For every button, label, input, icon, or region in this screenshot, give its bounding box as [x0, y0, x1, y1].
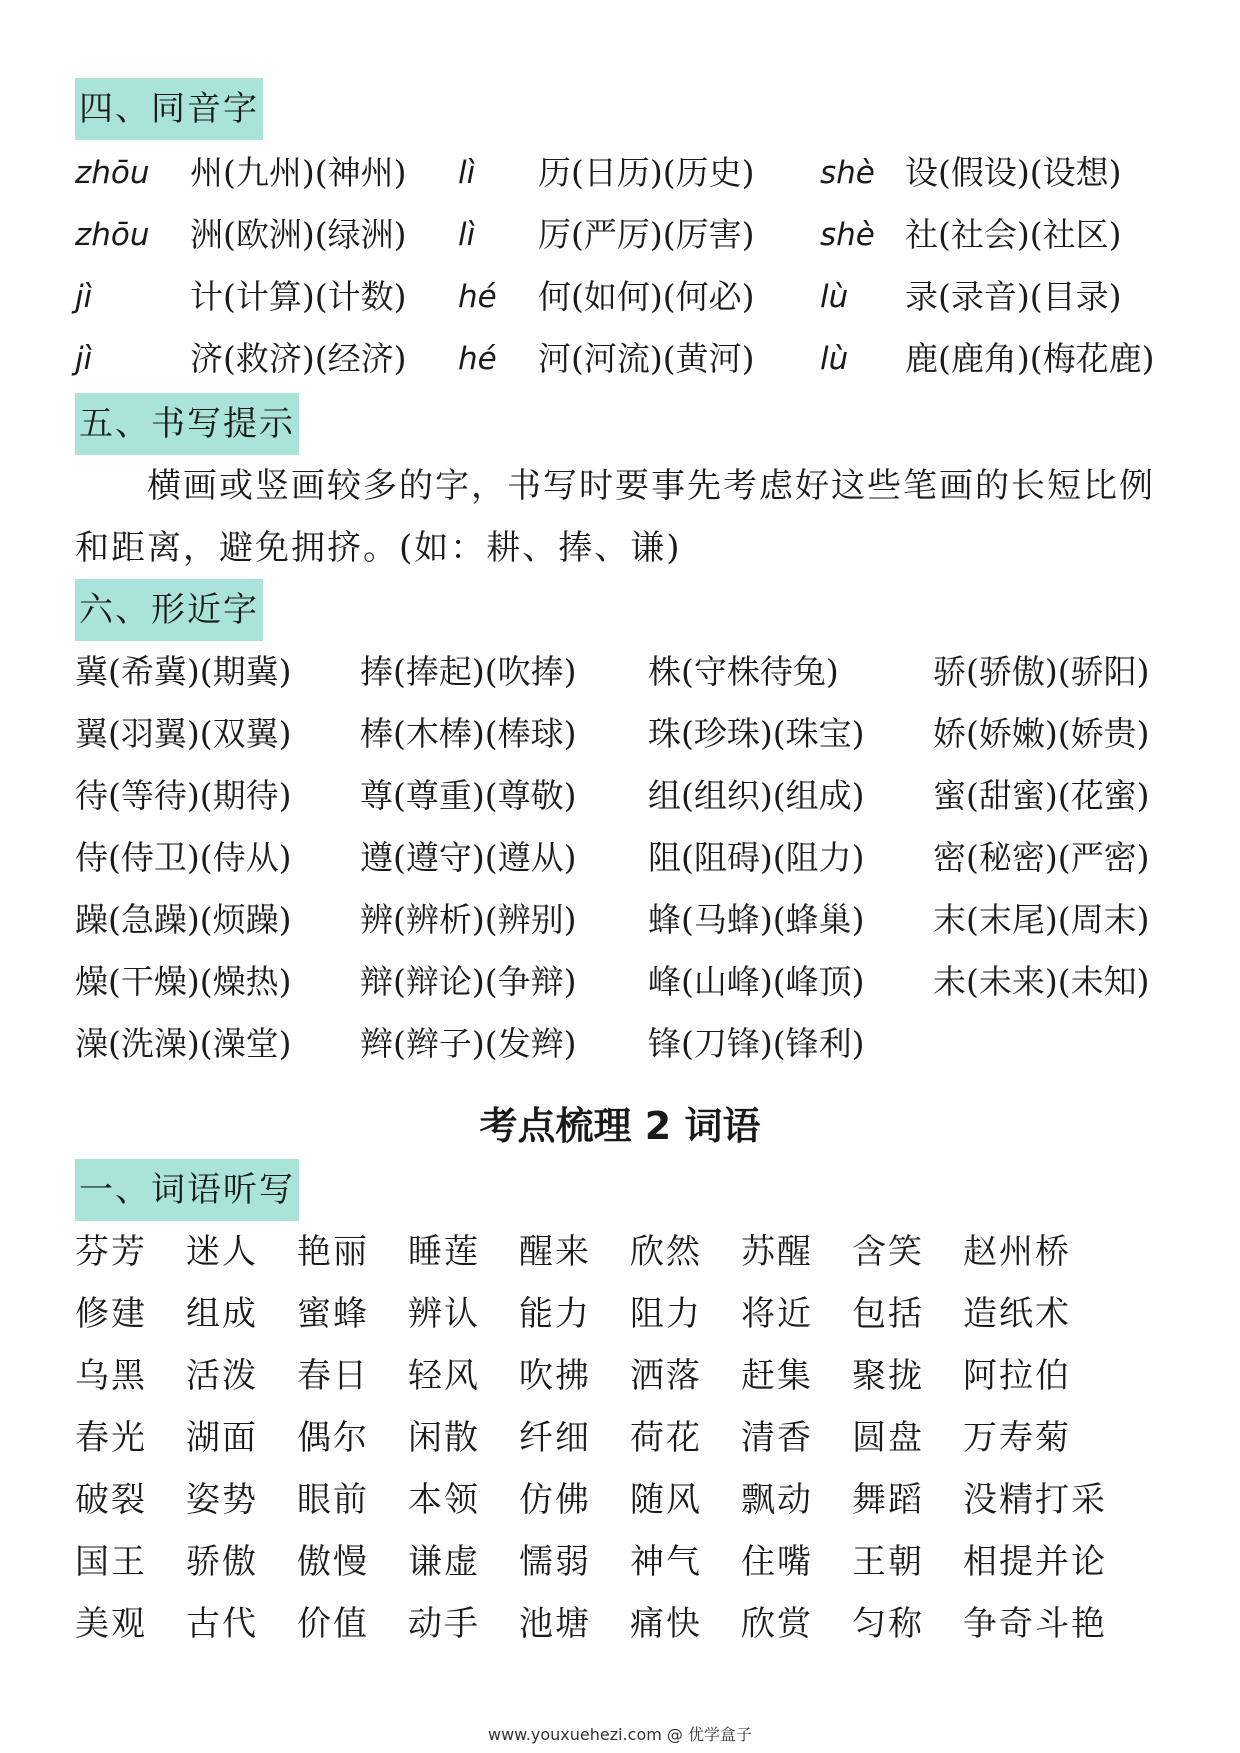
similar-char-group: 蜂(马蜂)(蜂巢): [648, 900, 865, 939]
homophone-word: 何(如何)(何必): [538, 277, 755, 316]
dictation-word: 动手: [408, 1604, 480, 1644]
pinyin: lì: [458, 155, 476, 191]
pinyin: lù: [820, 341, 849, 377]
section-heading-similar-chars: 六、形近字: [75, 579, 263, 641]
homophone-word: 州(九州)(神州): [190, 153, 407, 192]
dictation-word: 古代: [186, 1604, 258, 1644]
dictation-word: 欣赏: [741, 1604, 813, 1644]
similar-chars-row: [0, 827, 1240, 889]
dictation-word: 湖面: [186, 1418, 258, 1458]
dictation-word: 圆盘: [852, 1418, 924, 1458]
similar-char-group: 株(守株待兔): [648, 652, 839, 691]
dictation-word: 眼前: [297, 1480, 369, 1520]
homophone-word: 设(假设)(设想): [905, 153, 1122, 192]
similar-char-group: 阻(阻碍)(阻力): [648, 838, 865, 877]
dictation-word: 将近: [741, 1294, 813, 1334]
dictation-word: 欣然: [630, 1232, 702, 1272]
pinyin: lù: [820, 279, 849, 315]
homophone-word: 计(计算)(计数): [190, 277, 407, 316]
pinyin: lì: [458, 217, 476, 253]
dictation-word: 赶集: [741, 1356, 813, 1396]
dictation-word: 美观: [75, 1604, 147, 1644]
footer-watermark: www.youxuehezi.com @ 优学盒子: [488, 1725, 752, 1744]
dictation-word: 傲慢: [297, 1542, 369, 1582]
homophone-word: 洲(欧洲)(绿洲): [190, 215, 407, 254]
dictation-word: 懦弱: [519, 1542, 591, 1582]
similar-char-group: 躁(急躁)(烦躁): [75, 900, 292, 939]
dictation-word: 飘动: [741, 1480, 813, 1520]
similar-char-group: 末(末尾)(周末): [933, 900, 1150, 939]
dictation-word: 闲散: [408, 1418, 480, 1458]
homophone-word: 录(录音)(目录): [905, 277, 1122, 316]
similar-char-group: 珠(珍珠)(珠宝): [648, 714, 865, 753]
dictation-word: 万寿菊: [963, 1418, 1071, 1458]
dictation-word: 活泼: [186, 1356, 258, 1396]
dictation-word: 蜜蜂: [297, 1294, 369, 1334]
dictation-word: 修建: [75, 1294, 147, 1334]
similar-char-group: 捧(捧起)(吹捧): [360, 652, 577, 691]
similar-char-group: 骄(骄傲)(骄阳): [933, 652, 1150, 691]
pinyin: hé: [458, 341, 497, 377]
similar-char-group: 辩(辩论)(争辩): [360, 962, 577, 1001]
pinyin: hé: [458, 279, 497, 315]
homophone-row: [0, 142, 1240, 204]
similar-char-group: 蜜(甜蜜)(花蜜): [933, 776, 1150, 815]
similar-char-group: 侍(侍卫)(侍从): [75, 838, 292, 877]
dictation-row: [0, 1407, 1240, 1469]
dictation-word: 姿势: [186, 1480, 258, 1520]
dictation-word: 谦虚: [408, 1542, 480, 1582]
dictation-word: 阻力: [630, 1294, 702, 1334]
similar-char-group: 密(秘密)(严密): [933, 838, 1150, 877]
dictation-word: 痛快: [630, 1604, 702, 1644]
dictation-word: 争奇斗艳: [963, 1604, 1107, 1644]
similar-char-group: 未(未来)(未知): [933, 962, 1150, 1001]
dictation-word: 偶尔: [297, 1418, 369, 1458]
dictation-word: 乌黑: [75, 1356, 147, 1396]
pinyin: jì: [75, 341, 93, 377]
dictation-row: [0, 1283, 1240, 1345]
dictation-word: 住嘴: [741, 1542, 813, 1582]
dictation-row: [0, 1221, 1240, 1283]
similar-char-group: 燥(干燥)(燥热): [75, 962, 292, 1001]
pinyin: jì: [75, 279, 93, 315]
dictation-word: 吹拂: [519, 1356, 591, 1396]
section-heading-dictation: 一、词语听写: [75, 1159, 299, 1221]
dictation-word: 纤细: [519, 1418, 591, 1458]
similar-char-group: 冀(希冀)(期冀): [75, 652, 292, 691]
similar-chars-row: [0, 889, 1240, 951]
dictation-word: 匀称: [852, 1604, 924, 1644]
dictation-word: 清香: [741, 1418, 813, 1458]
similar-chars-row: [0, 641, 1240, 703]
dictation-word: 荷花: [630, 1418, 702, 1458]
similar-chars-row: [0, 951, 1240, 1013]
dictation-word: 睡莲: [408, 1232, 480, 1272]
pinyin: shè: [820, 155, 875, 191]
dictation-word: 破裂: [75, 1480, 147, 1520]
dictation-word: 艳丽: [297, 1232, 369, 1272]
homophone-row: [0, 266, 1240, 328]
dictation-word: 洒落: [630, 1356, 702, 1396]
dictation-word: 王朝: [852, 1542, 924, 1582]
dictation-word: 辨认: [408, 1294, 480, 1334]
dictation-word: 本领: [408, 1480, 480, 1520]
dictation-word: 迷人: [186, 1232, 258, 1272]
dictation-word: 含笑: [852, 1232, 924, 1272]
dictation-word: 组成: [186, 1294, 258, 1334]
similar-char-group: 辨(辨析)(辨别): [360, 900, 577, 939]
dictation-word: 神气: [630, 1542, 702, 1582]
dictation-word: 春光: [75, 1418, 147, 1458]
section-heading-homophones: 四、同音字: [75, 78, 263, 140]
homophone-row: [0, 328, 1240, 390]
dictation-word: 没精打采: [963, 1480, 1107, 1520]
dictation-word: 包括: [852, 1294, 924, 1334]
homophone-word: 厉(严厉)(厉害): [538, 215, 755, 254]
similar-char-group: 组(组织)(组成): [648, 776, 865, 815]
similar-chars-row: [0, 765, 1240, 827]
homophone-word: 鹿(鹿角)(梅花鹿): [905, 339, 1155, 378]
similar-char-group: 峰(山峰)(峰顶): [648, 962, 865, 1001]
homophone-word: 历(日历)(历史): [538, 153, 755, 192]
dictation-word: 春日: [297, 1356, 369, 1396]
section-heading-writing-tips: 五、书写提示: [75, 393, 299, 455]
writing-tip-paragraph: 横画或竖画较多的字，书写时要事先考虑好这些笔画的长短比例和距离，避免拥挤。(如：耕、捧、谦): [75, 466, 1155, 568]
similar-char-group: 锋(刀锋)(锋利): [648, 1024, 865, 1063]
homophone-word: 社(社会)(社区): [905, 215, 1122, 254]
similar-char-group: 棒(木棒)(棒球): [360, 714, 577, 753]
dictation-word: 舞蹈: [852, 1480, 924, 1520]
homophone-row: [0, 204, 1240, 266]
dictation-word: 骄傲: [186, 1542, 258, 1582]
dictation-word: 醒来: [519, 1232, 591, 1272]
homophone-word: 河(河流)(黄河): [538, 339, 755, 378]
similar-char-group: 翼(羽翼)(双翼): [75, 714, 292, 753]
dictation-word: 芬芳: [75, 1232, 147, 1272]
dictation-word: 轻风: [408, 1356, 480, 1396]
dictation-word: 赵州桥: [963, 1232, 1071, 1272]
dictation-word: 苏醒: [741, 1232, 813, 1272]
similar-char-group: 遵(遵守)(遵从): [360, 838, 577, 877]
dictation-word: 造纸术: [963, 1294, 1071, 1334]
similar-char-group: 辫(辫子)(发辫): [360, 1024, 577, 1063]
pinyin: shè: [820, 217, 875, 253]
similar-char-group: 待(等待)(期待): [75, 776, 292, 815]
dictation-word: 阿拉伯: [963, 1356, 1071, 1396]
similar-char-group: 娇(娇嫩)(娇贵): [933, 714, 1150, 753]
dictation-word: 相提并论: [963, 1542, 1107, 1582]
dictation-word: 价值: [297, 1604, 369, 1644]
dictation-word: 随风: [630, 1480, 702, 1520]
homophone-word: 济(救济)(经济): [190, 339, 407, 378]
similar-chars-row: [0, 1013, 1240, 1075]
dictation-row: [0, 1469, 1240, 1531]
dictation-word: 聚拢: [852, 1356, 924, 1396]
dictation-word: 仿佛: [519, 1480, 591, 1520]
similar-chars-row: [0, 703, 1240, 765]
page-title: 考点梳理 2 词语: [479, 1104, 761, 1148]
dictation-row: [0, 1345, 1240, 1407]
dictation-row: [0, 1593, 1240, 1655]
similar-char-group: 尊(尊重)(尊敬): [360, 776, 577, 815]
similar-char-group: 澡(洗澡)(澡堂): [75, 1024, 292, 1063]
dictation-word: 能力: [519, 1294, 591, 1334]
pinyin: zhōu: [75, 155, 150, 191]
dictation-word: 国王: [75, 1542, 147, 1582]
pinyin: zhōu: [75, 217, 150, 253]
dictation-word: 池塘: [519, 1604, 591, 1644]
dictation-row: [0, 1531, 1240, 1593]
